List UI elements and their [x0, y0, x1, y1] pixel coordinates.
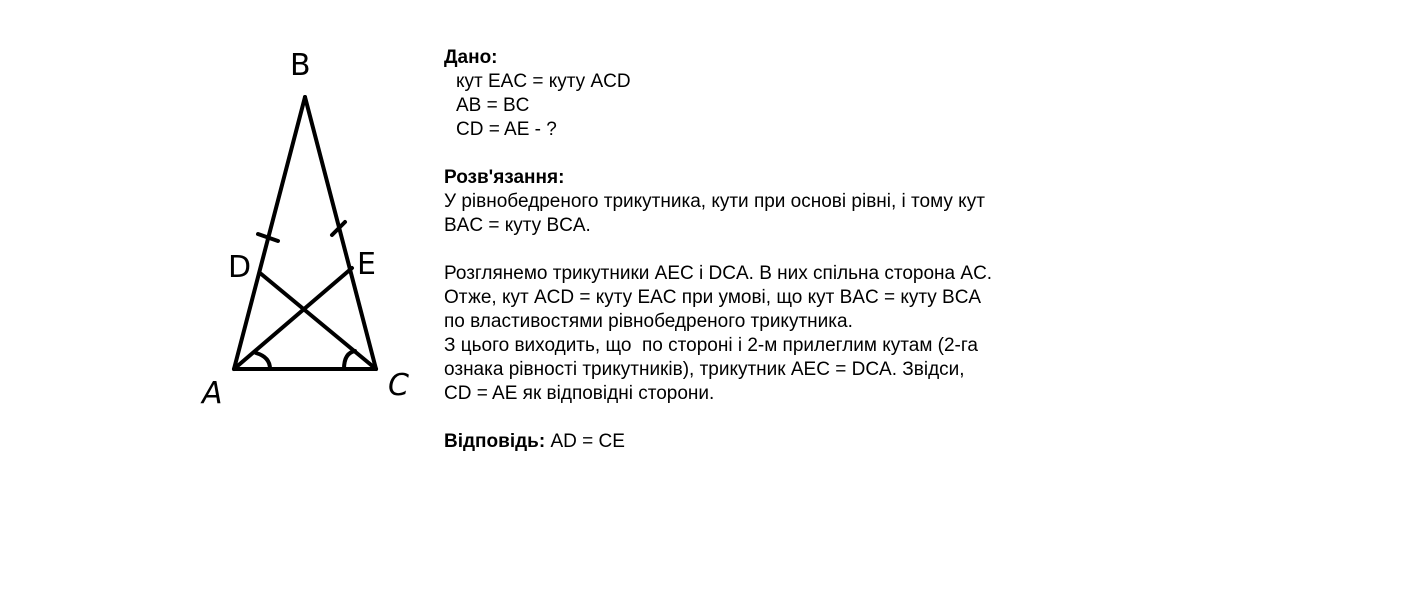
spacer: [444, 406, 1084, 430]
solution-line: У рівнобедреного трикутника, кути при основі рівні, і тому кут: [444, 191, 985, 212]
given-line: CD = AE - ?: [456, 119, 557, 140]
answer-label: Відповідь:: [444, 431, 546, 452]
answer-line: [444, 430, 1084, 454]
side-ab: [234, 97, 305, 369]
solution-line: З цього виходить, що по стороні і 2-м прилеглим кутам (2-га: [444, 335, 978, 356]
given-heading: Дано:: [444, 47, 498, 68]
solution-line: BAC = куту BCA.: [444, 215, 591, 236]
answer-value: AD = CE: [545, 431, 625, 452]
angle-arc-a: [256, 353, 270, 369]
label-b: B: [290, 48, 311, 83]
segment-ae: [234, 268, 352, 369]
label-c: C: [388, 368, 409, 403]
spacer: [444, 142, 1084, 166]
spacer: [444, 238, 1084, 262]
solution-line: CD = AE як відповідні сторони.: [444, 383, 715, 404]
label-a: A: [202, 376, 223, 411]
given-line: AB = BC: [456, 95, 530, 116]
label-d: D: [228, 250, 252, 285]
solution-text: [444, 46, 1084, 454]
segment-cd: [260, 273, 376, 369]
solution-line: Отже, кут ACD = куту EAC при умові, що кут BAC = куту BCA: [444, 287, 982, 308]
given-line: кут EAC = куту ACD: [456, 71, 631, 92]
solution-line: Розглянемо трикутники AEC і DCA. В них спільна сторона AC.: [444, 263, 993, 284]
solution-line: по властивостями рівнобедреного трикутника.: [444, 311, 853, 332]
solution-line: ознака рівності трикутників), трикутник AEC = DCA. Звідси,: [444, 359, 965, 380]
angle-arc-c: [344, 351, 355, 369]
side-bc: [305, 97, 376, 369]
triangle-figure: [0, 0, 440, 430]
solution-heading: Розв'язання:: [444, 167, 565, 188]
label-e: E: [357, 247, 376, 282]
